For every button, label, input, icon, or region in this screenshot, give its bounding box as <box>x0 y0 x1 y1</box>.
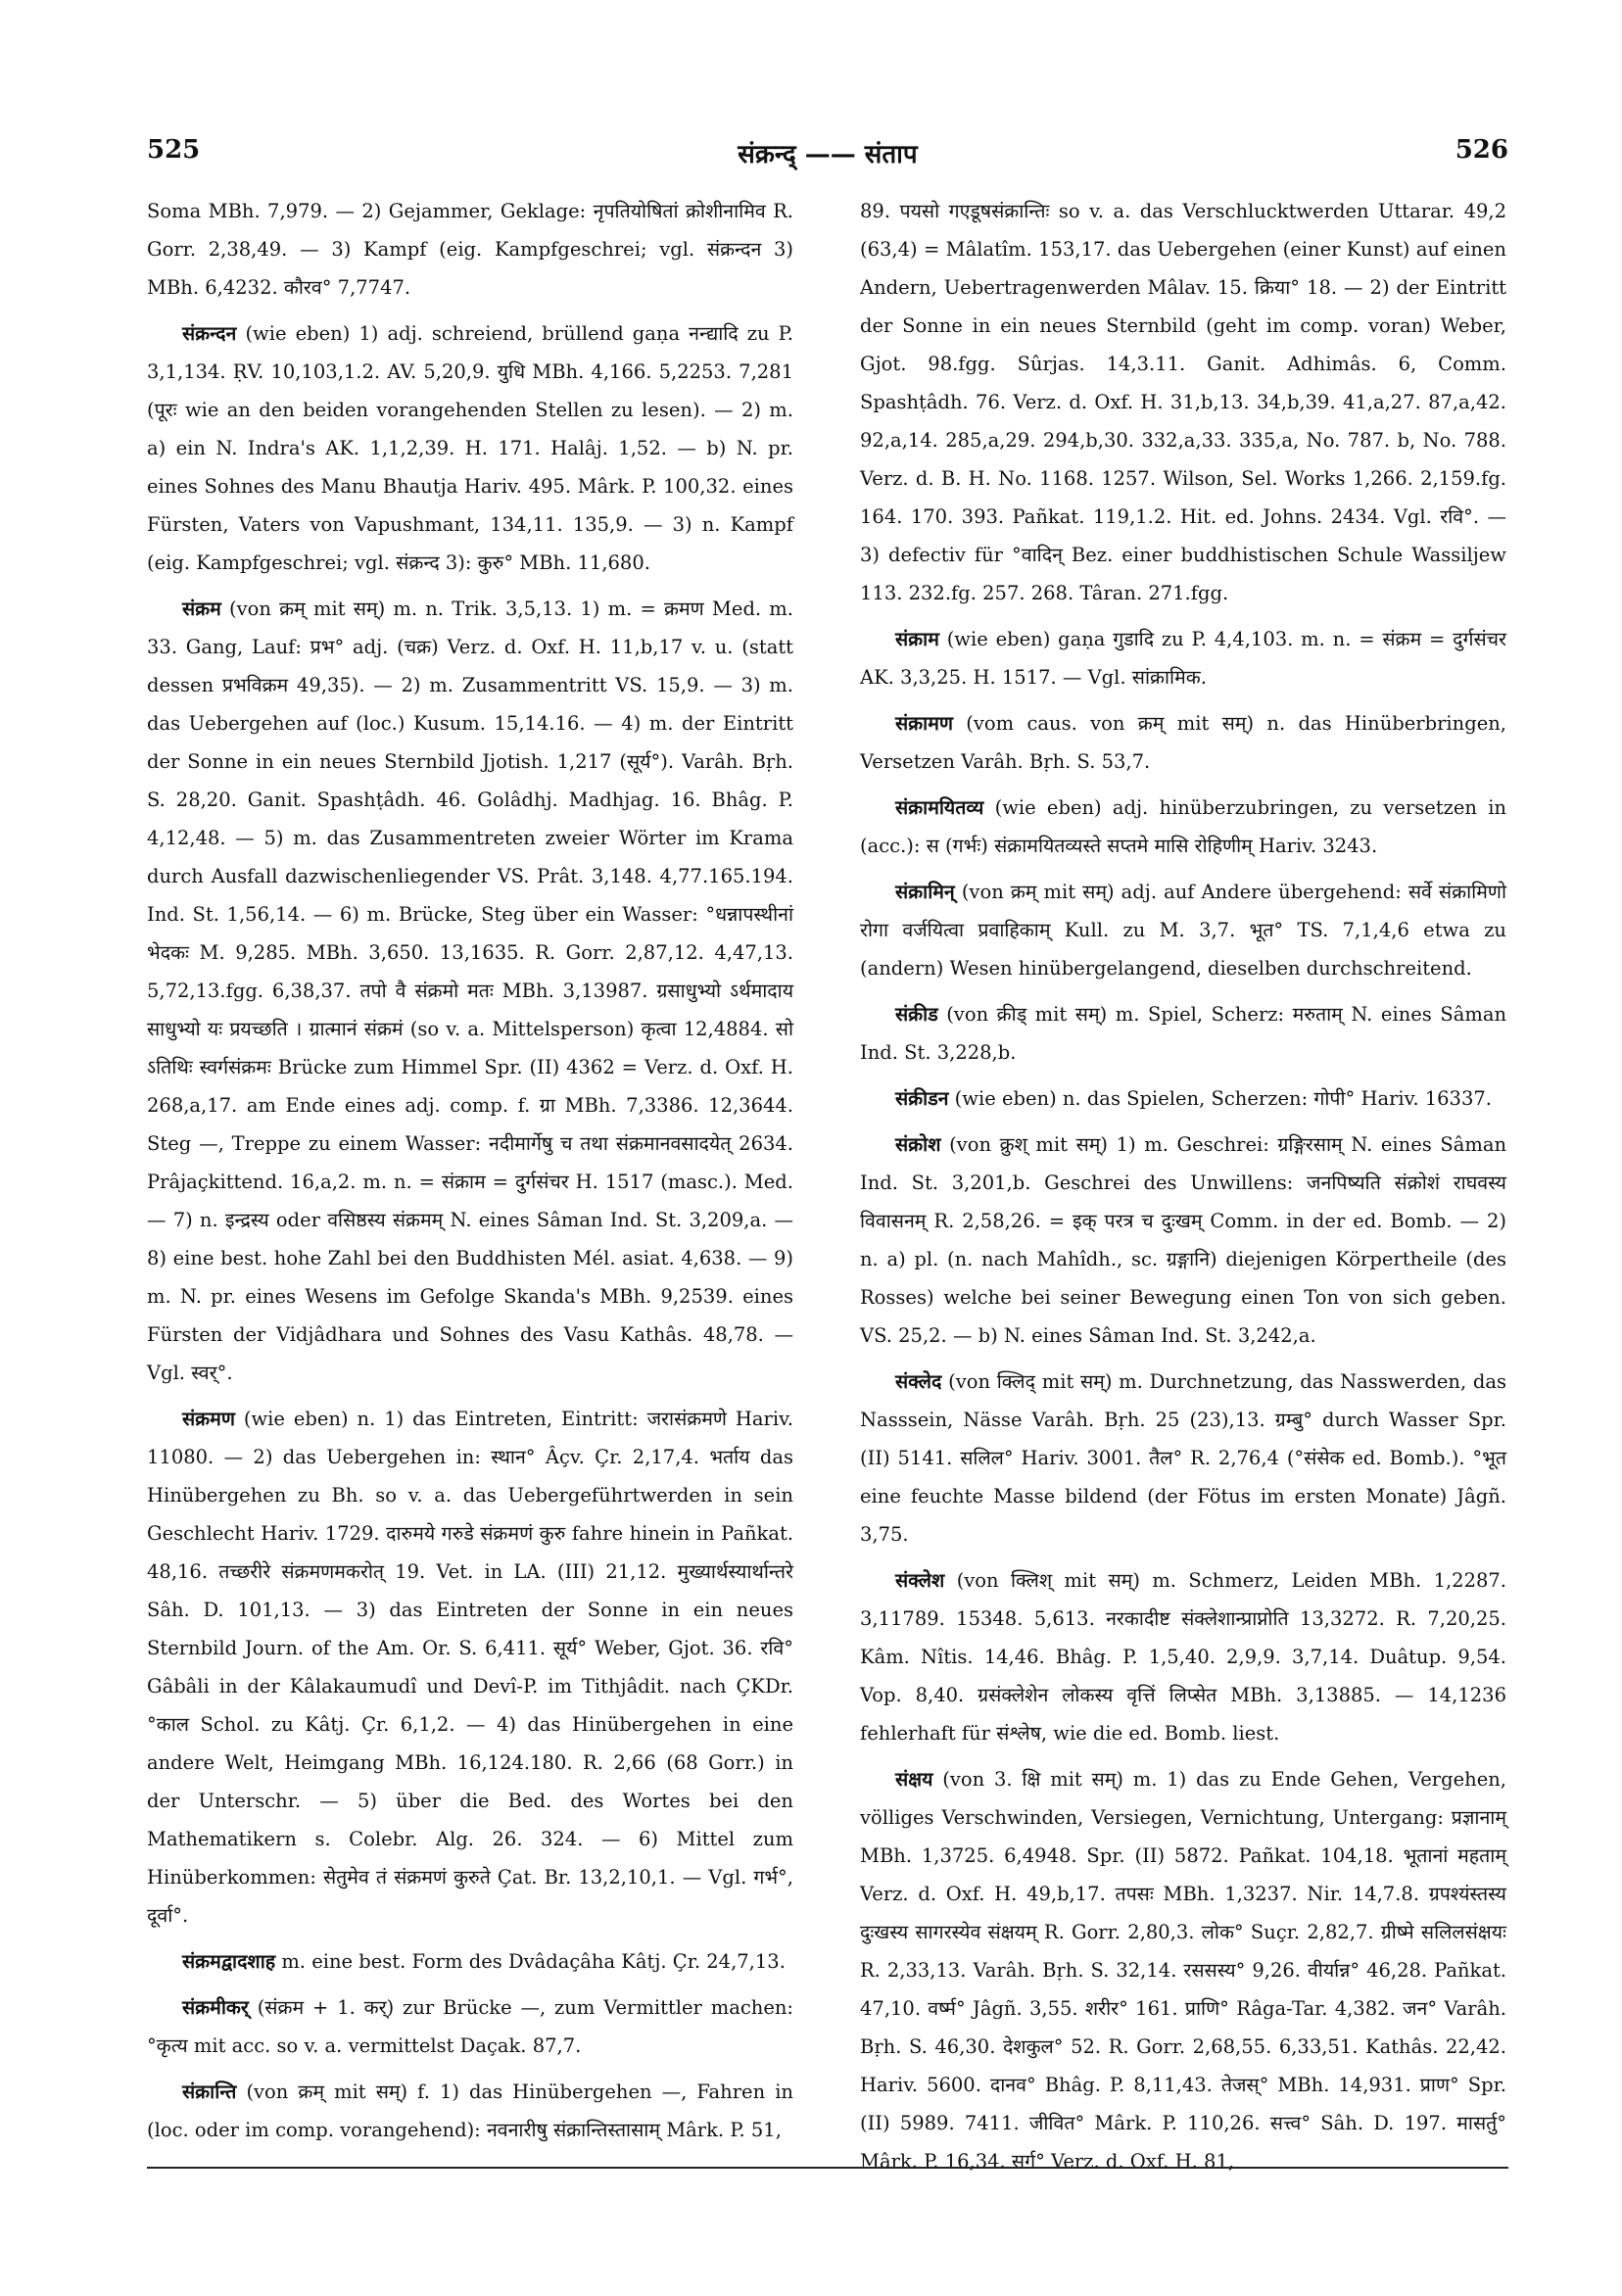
entry-text: (wie eben) gaṇa गुडादि zu P. 4,4,103. m. n. = संक्रम = दुर्गसंचर AK. 3,3,25. H. 1517. — Vgl. सांक्रामिक. <box>860 628 1506 689</box>
entry-text: 89. पयसो गएडूषसंक्रान्तिः so v. a. das Verschlucktwerden Uttarar. 49,2 (63,4) = Mâlatîm. 153,17. das Uebergehen (einer Kunst) auf einen Andern, Uebertragenwerden Mâlav. 15. क्रिया° 18. — 2) der Eintritt der Sonne in ein neues Sternbild (geht im comp. voran) Weber, Gjot. 98.fgg. Sûrjas. 14,3.11. Ganit. Adhimâs. 6, Comm. Spashṭâdh. 76. Verz. d. Oxf. H. 31,b,13. 34,b,39. 41,a,27. 87,a,42. 92,a,14. 285,a,29. 294,b,30. 332,a,33. 335,a, No. 787. b, No. 788. Verz. d. B. H. No. 1168. 1257. Wilson, Sel. Works 1,266. 2,159.fg. 164. 170. 393. Pañkat. 119,1.2. Hit. ed. Johns. 2434. Vgl. रवि°. — 3) defectiv für °वादिन् Bez. einer buddhistischen Schule Wassiljew 113. 232.fg. 257. 268. Târan. 271.fgg. <box>860 200 1506 604</box>
entry-headword: संक्षय <box>895 1768 933 1791</box>
entry-text: (von क्रुश् mit सम्) 1) m. Geschrei: ग्रङ्गिरसाम् N. eines Sâman Ind. St. 3,201,b. Geschrei des Unwillens: जनपिष्यति संक्रोशं राघवस्य विवासनम् R. 2,58,26. = इक् परत्र च दुःखम् Comm. in der ed. Bomb. — 2) n. a) pl. (n. nach Mahîdh., sc. ग्रङ्गानि) diejenigen Körpertheile (des Rosses) welche bei seiner Bewegung einen Ton von sich geben. VS. 25,2. — b) N. eines Sâman Ind. St. 3,242,a. <box>860 1133 1507 1347</box>
entry-headword: संक्रोश <box>895 1133 941 1156</box>
entry-text: (wie eben) n. das Spielen, Scherzen: गोपी° Hariv. 16337. <box>954 1087 1492 1110</box>
dictionary-entry <box>147 192 793 307</box>
entry-headword: संक्रमीकर् <box>182 1996 249 2019</box>
dictionary-entry <box>147 314 793 582</box>
entry-text: (von क्रम् mit सम्) m. n. Trik. 3,5,13. 1) m. = क्रमण Med. m. 33. Gang, Lauf: प्रभ° adj. (चक्र) Verz. d. Oxf. H. 11,b,17 v. u. (statt dessen प्रभविक्रम 49,35). — 2) m. Zusammentritt VS. 15,9. — 3) m. das Uebergehen auf (loc.) Kusum. 15,14.16. — 4) m. der Eintritt der Sonne in ein neues Sternbild Jjotish. 1,217 (सूर्य°). Varâh. Bṛh. S. 28,20. Ganit. Spashṭâdh. 46. Golâdhj. Madhjag. 16. Bhâg. P. 4,12,48. — 5) m. das Zusammentreten zweier Wörter im Krama durch Ausfall dazwischenliegender VS. Prât. 3,148. 4,77.165.194. Ind. St. 1,56,14. — 6) m. Brücke, Steg über ein Wasser: °धन्नापस्थीनां भेदकः M. 9,285. MBh. 3,650. 13,1635. R. Gorr. 2,87,12. 4,47,13. 5,72,13.fgg. 6,38,37. तपो वै संक्रमो मतः MBh. 3,13987. ग्रसाधुभ्यो ऽर्थमादाय साधुभ्यो यः प्रयच्छति । ग्रात्मानं संक्रमं (so v. a. Mittelsperson) कृत्वा 12,4884. सो ऽतिथिः स्वर्गसंक्रमः Brücke zum Himmel Spr. (II) 4362 = Verz. d. Oxf. H. 268,a,17. am Ende eines adj. comp. f. ग्रा MBh. 7,3386. 12,3644. Steg —, Treppe zu einem Wasser: नदीमार्गेषु च तथा संक्रमानवसादयेत् 2634. Prâjaçkittend. 16,a,2. m. n. = संक्राम = दुर्गसंचर H. 1517 (masc.). Med. — 7) n. इन्द्रस्य oder वसिष्ठस्य संक्रमम् N. eines Sâman Ind. St. 3,209,a. — 8) eine best. hohe Zahl bei den Buddhisten Mél. asiat. 4,638. — 9) m. N. pr. eines Wesens im Gefolge Skanda's MBh. 9,2539. eines Fürsten der Vidjâdhara und Sohnes des Vasu Kathâs. 48,78. — Vgl. स्वर्°. <box>147 598 794 1384</box>
entry-headword: संक्राम <box>895 628 939 650</box>
dictionary-entry <box>860 620 1506 696</box>
dictionary-entry <box>860 995 1506 1072</box>
dictionary-entry <box>147 590 793 1392</box>
page-header <box>147 135 1508 174</box>
entry-headword: संक्रामयितव्य <box>895 796 984 819</box>
entry-text: (von क्लिश् mit सम्) m. Schmerz, Leiden MBh. 1,2287. 3,11789. 15348. 5,613. नरकादीष्ट संक्लेशान्प्राप्नोति 13,3272. R. 7,20,25. Kâm. Nîtis. 14,46. Bhâg. P. 1,5,40. 2,9,9. 3,7,14. Duâtup. 9,54. Vop. 8,40. ग्रसंक्लेशेन लोकस्य वृत्तिं लिप्सेत MBh. 3,13885. — 14,1236 fehlerhaft für संश्लेष, wie die ed. Bomb. liest. <box>860 1569 1507 1745</box>
entry-headword: संक्रम <box>182 598 221 620</box>
left-column <box>147 192 793 2157</box>
entry-text: (von क्रम् mit सम्) f. 1) das Hinübergehen —, Fahren in (loc. oder im comp. vorangehend): नवनारीषु संक्रान्तिस्तासाम् Mârk. P. 51, <box>147 2081 793 2141</box>
entry-text: (wie eben) n. 1) das Eintreten, Eintritt: जरासंक्रमणे Hariv. 11080. — 2) das Uebergehen in: स्थान° Âçv. Çr. 2,17,4. भर्ताय das Hinübergehen zu Bh. so v. a. das Uebergeführtwerden in sein Geschlecht Hariv. 1729. दारुमये गरुडे संक्रमणं कुरु fahre hinein in Pañkat. 48,16. तच्छरीरे संक्रमणमकरोत् 19. Vet. in LA. (III) 21,12. मुख्यार्थस्यार्थान्तरे Sâh. D. 101,13. — 3) das Eintreten der Sonne in ein neues Sternbild Journ. of the Am. Or. S. 6,411. सूर्य° Weber, Gjot. 36. रवि° Gâbâli in der Kâlakaumudî und Devî-P. im Tithjâdit. nach ÇKDr. °काल Schol. zu Kâtj. Çr. 6,1,2. — 4) das Hinübergehen in eine andere Welt, Heimgang MBh. 16,124.180. R. 2,66 (68 Gorr.) in der Unterschr. — 5) über die Bed. des Wortes bei den Mathematikern s. Colebr. Alg. 26. 324. — 6) Mittel zum Hinüberkommen: सेतुमेव तं संक्रमणं कुरुते Çat. Br. 13,2,10,1. — Vgl. गर्भ°, दूर्वा°. <box>147 1408 794 1927</box>
entry-text: (von 3. क्षि mit सम्) m. 1) das zu Ende Gehen, Vergehen, völliges Verschwinden, Versiegen, Vernichtung, Untergang: प्रज्ञानाम् MBh. 1,3725. 6,4948. Spr. (II) 5872. Pañkat. 104,18. भूतानां महताम् Verz. d. Oxf. H. 49,b,17. तपसः MBh. 1,3237. Nir. 14,7.8. ग्रपश्यंस्तस्य दुःखस्य सागरस्येव संक्षयम् R. Gorr. 2,80,3. लोक° Suçr. 2,82,7. ग्रीष्मे सलिलसंक्षयः R. 2,33,13. Varâh. Bṛh. S. 32,14. रससस्य° 9,26. वीर्यान्न° 46,28. Pañkat. 47,10. वर्ष्म° Jâgñ. 3,55. शरीर° 161. प्राणि° Râga-Tar. 4,382. जन° Varâh. Bṛh. S. 46,30. देशकुल° 52. R. Gorr. 2,68,55. 6,33,51. Kathâs. 22,42. Hariv. 5600. दानव° Bhâg. P. 8,11,43. तेजस्° MBh. 14,931. प्राण° Spr. (II) 5989. 7411. जीवित° Mârk. P. 110,26. सत्त्व° Sâh. D. 197. मासर्तु° Mârk. P. 16,34. सर्ग° Verz. d. Oxf. H. 81, <box>860 1768 1507 2173</box>
dictionary-entry <box>147 1400 793 1935</box>
entry-text: m. eine best. Form des Dvâdaçâha Kâtj. Çr. 24,7,13. <box>281 1950 786 1973</box>
entry-text: (von क्रम् mit सम्) adj. auf Andere übergehend: सर्वे संक्रामिणो रोगा वर्जयित्वा प्रवाहिकाम् Kull. zu M. 3,7. भूत° TS. 7,1,4,6 etwa zu (andern) Wesen hinübergelangend, dieselben durchschreitend. <box>860 881 1507 980</box>
entry-headword: संक्रीड <box>895 1003 938 1026</box>
page-number-right: 526 <box>1455 135 1508 165</box>
entry-text: (von क्लिद् mit सम्) m. Durchnetzung, das Nasswerden, das Nasssein, Nässe Varâh. Bṛh. 25 (23),13. ग्रम्बु° durch Wasser Spr. (II) 5141. सलिल° Hariv. 3001. तैल° R. 2,76,4 (°संसेक ed. Bomb.). °भूत eine feuchte Masse bildend (der Fötus im ersten Monate) Jâgñ. 3,75. <box>860 1370 1506 1546</box>
dictionary-entry <box>860 1079 1506 1118</box>
right-column <box>860 192 1506 2188</box>
entry-headword: संक्रीडन <box>895 1087 949 1110</box>
entry-text: (von क्रीड् mit सम्) m. Spiel, Scherz: मरुताम् N. eines Sâman Ind. St. 3,228,b. <box>860 1003 1506 1064</box>
entry-text: (vom caus. von क्रम् mit सम्) n. das Hinüberbringen, Versetzen Varâh. Bṛh. S. 53,7. <box>860 712 1506 773</box>
dictionary-entry <box>147 1988 793 2065</box>
dictionary-entry <box>860 1561 1506 1752</box>
entry-text: Soma MBh. 7,979. — 2) Gejammer, Geklage: नृपतियोषितां क्रोशीनामिव R. Gorr. 2,38,49. — 3) Kampf (eig. Kampfgeschrei; vgl. संक्रन्दन 3) MBh. 6,4232. कौरव° 7,7747. <box>147 200 793 299</box>
running-title: संक्रन्द् —— संताप <box>738 140 918 169</box>
entry-headword: संक्रान्ति <box>182 2081 237 2103</box>
dictionary-entry <box>147 2073 793 2149</box>
page-number-left: 525 <box>147 135 201 165</box>
dictionary-entry <box>860 192 1506 612</box>
dictionary-entry <box>860 873 1506 987</box>
entry-headword: संक्रमण <box>182 1408 235 1430</box>
entry-headword: संक्रामिन् <box>895 881 955 903</box>
dictionary-entry <box>860 1125 1506 1355</box>
entry-headword: संक्लेद <box>895 1370 942 1393</box>
entry-headword: संक्रन्दन <box>182 322 237 345</box>
dictionary-entry <box>860 789 1506 865</box>
dictionary-entry <box>860 704 1506 781</box>
dictionary-entry <box>147 1942 793 1981</box>
entry-text: (संक्रम + 1. कर्) zur Brücke —, zum Vermittler machen: °कृत्य mit acc. so v. a. vermittelst Daçak. 87,7. <box>147 1996 794 2057</box>
entry-headword: संक्रमद्वादशाह <box>182 1950 276 1973</box>
dictionary-entry <box>860 1363 1506 1554</box>
entry-headword: संक्रामण <box>895 712 953 735</box>
dictionary-entry <box>860 1760 1506 2180</box>
entry-text: (wie eben) adj. hinüberzubringen, zu versetzen in (acc.): स (गर्भः) संक्रामयितव्यस्ते सप्तमे मासि रोहिणीम् Hariv. 3243. <box>860 796 1506 857</box>
bottom-rule <box>147 2167 1508 2169</box>
entry-text: (wie eben) 1) adj. schreiend, brüllend gaṇa नन्द्यादि zu P. 3,1,134. ṚV. 10,103,1.2. AV. 5,20,9. युधि MBh. 4,166. 5,2253. 7,281 (पूरः wie an den beiden vorangehenden Stellen zu lesen). — 2) m. a) ein N. Indra's AK. 1,1,2,39. H. 171. Halâj. 1,52. — b) N. pr. eines Sohnes des Manu Bhautja Hariv. 495. Mârk. P. 100,32. eines Fürsten, Vaters von Vapushmant, 134,11. 135,9. — 3) n. Kampf (eig. Kampfgeschrei; vgl. संक्रन्द 3): कुरु° MBh. 11,680. <box>147 322 794 574</box>
entry-headword: संक्लेश <box>895 1569 945 1592</box>
